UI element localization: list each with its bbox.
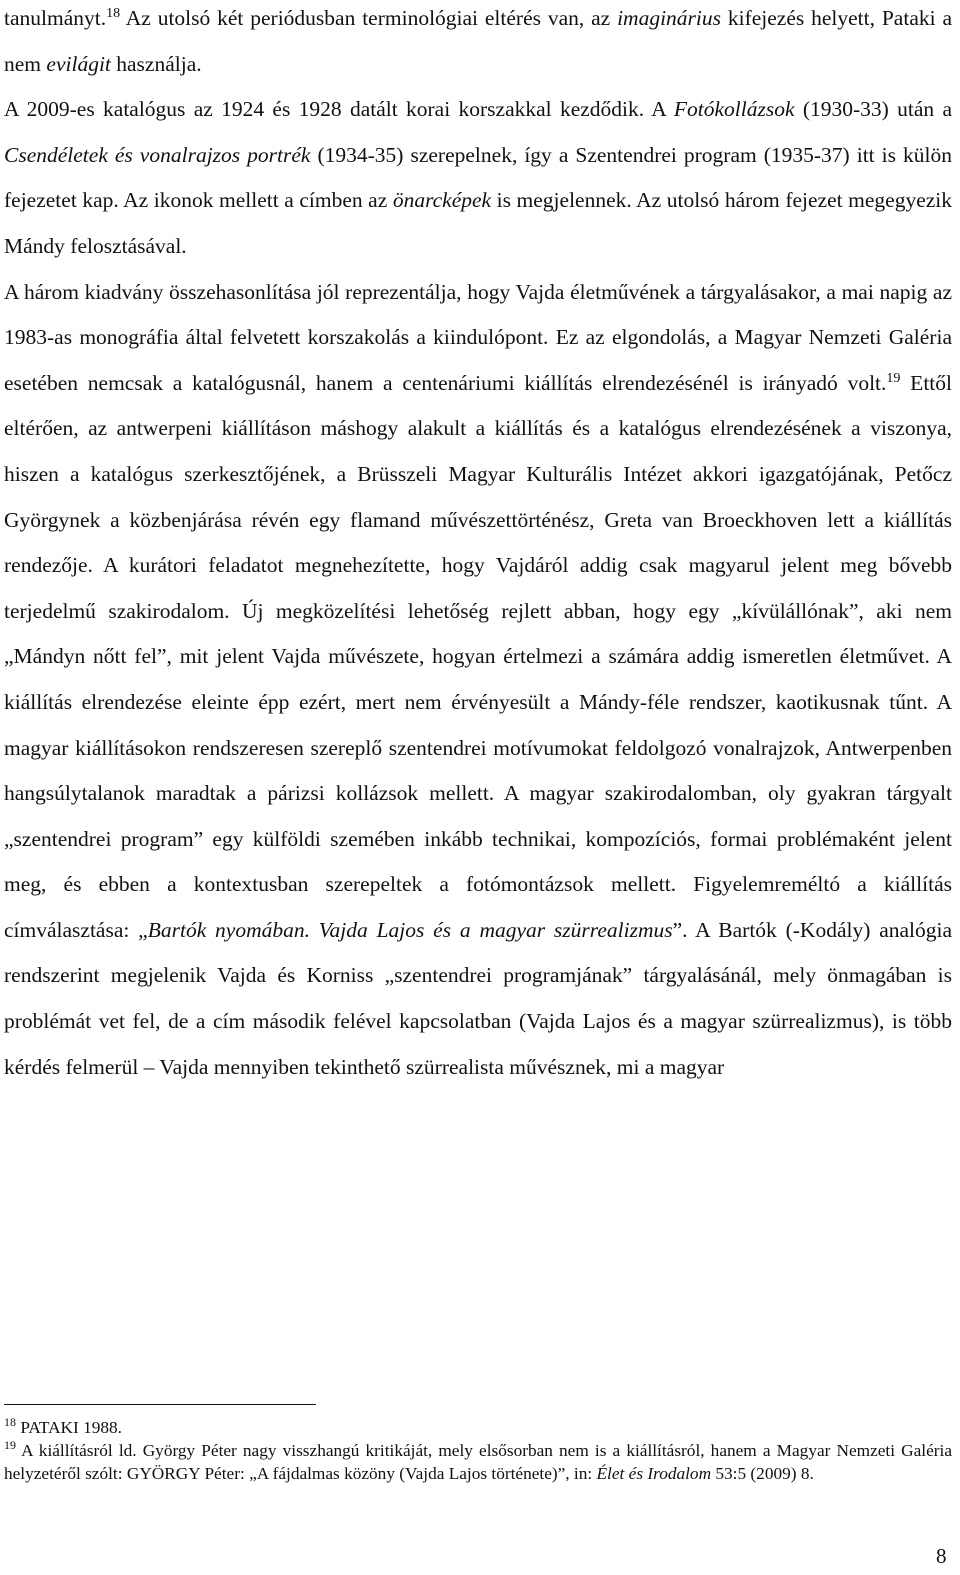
text-run: (1934-35) szerepelnek, így a Szentendrei program (1935-37) itt is külön fejezetet kap. Az ikonok mellett a címben az	[4, 142, 952, 213]
text-run: A 2009-es katalógus az 1924 és 1928 datált korai korszakkal kezdődik. A	[4, 97, 674, 122]
text-run: kifejezés helyett, Pataki a nem	[4, 6, 952, 76]
text-run: A kiállításról ld. György Péter nagy visszhangú kritikáját, mely elsősorban nem is a kiállításról, hanem a Magyar Nemzeti Galéria helyzetéről szólt: GYÖRGY Péter: „A fájdalmas közöny (Vajda Lajos története)”, in:	[4, 1440, 952, 1483]
paragraph-comparison	[4, 270, 952, 1091]
paragraph-catalogue-2009	[4, 87, 952, 269]
italic-text: Élet és Irodalom	[596, 1463, 712, 1483]
italic-text: imaginárius	[617, 6, 721, 30]
footnote-19	[4, 1440, 952, 1486]
text-run: 53:5 (2009) 8.	[711, 1463, 814, 1483]
text-run: tanulmányt.	[4, 6, 107, 30]
text-run: is megjelennek. Az utolsó három fejezet megegyezik Mándy felosztásával.	[4, 188, 953, 258]
paragraph-intro-continuation	[4, 0, 952, 87]
page-number: 8	[936, 1544, 947, 1568]
document-page	[4, 0, 952, 1090]
italic-text: Bartók nyomában. Vajda Lajos és a magyar szürrealizmus	[147, 917, 673, 942]
text-run: A három kiadvány összehasonlítása jól reprezentálja, hogy Vajda életművének a tárgyalásakor, a mai napig az 1983-as monográfia által felvetett korszakolás a kiindulópont. Ez az elgondolás, a Magyar Nemzeti Galéria esetében nemcsak a katalógusnál, hanem a centenáriumi kiállítás elrendezésénél is irányadó volt.	[4, 279, 952, 395]
text-run: ”. A Bartók (-Kodály) analógia rendszerint megjelenik Vajda és Korniss „szentendrei programjának” tárgyalásánál, mely önmagában is problémát vet fel, de a cím második felével kapcsolatban (Vajda Lajos és a magyar szürrealizmus), is több kérdés felmerül – Vajda mennyiben tekinthető szürrealista művésznek, mi a magyar	[4, 917, 953, 1079]
text-run: Az utolsó két periódusban terminológiai eltérés van, az	[120, 6, 618, 30]
footnote-separator	[4, 1404, 316, 1405]
italic-text: Fotókollázsok	[673, 97, 795, 122]
footnote-reference: 18	[106, 5, 121, 21]
footnote-reference: 19	[886, 370, 901, 386]
text-run: Ettől eltérően, az antwerpeni kiállításon máshogy alakult a kiállítás és a katalógus elrendezésének a viszonya, hiszen a katalógus szerkesztőjének, a Brüsszeli Magyar Kulturális Intézet akkori igazgatójának, Petőcz Györgynek a közbenjárása révén egy flamand művészettörténész, Greta van Broeckhoven lett a kiállítás rendezője. A kurátori feladatot megnehezítette, hogy Vajdáról addig csak magyarul jelent meg bővebb terjedelmű szakirodalom. Új megközelítési lehetőség rejlett abban, hogy egy „kívülállónak”, aki nem „Mándyn nőtt fel”, mit jelent Vajda művészete, hogyan értelmezi a számára addig ismeretlen életművet. A kiállítás elrendezése eleinte épp ezért, mert nem érvényesült a Mándy-féle rendszer, kaotikusnak tűnt. A magyar kiállításokon rendszeresen szereplő szentendrei motívumokat feldolgozó vonalrajzok, Antwerpenben hangsúlytalanok maradtak a párizsi kollázsok mellett. A magyar szakirodalomban, oly gyakran tárgyalt „szentendrei program” egy külföldi szemében inkább technikai, kompozíciós, formai problémaként jelent meg, és ebben a kontextusban szerepeltek a fotómontázsok mellett. Figyelemreméltó a kiállítás címválasztása: „	[4, 370, 952, 942]
italic-text: önarcképek	[392, 188, 492, 213]
text-run: (1930-33) után a	[794, 97, 952, 122]
text-run: használja.	[110, 51, 202, 76]
footnote-18	[4, 1417, 952, 1440]
italic-text: Csendéletek és vonalrajzos portrék	[4, 142, 311, 167]
footnote-reference: 19	[4, 1438, 16, 1453]
text-run: PATAKI 1988.	[16, 1418, 122, 1437]
footnote-reference: 18	[4, 1415, 16, 1430]
footnotes	[4, 1417, 952, 1485]
italic-text: evilágit	[46, 51, 111, 76]
